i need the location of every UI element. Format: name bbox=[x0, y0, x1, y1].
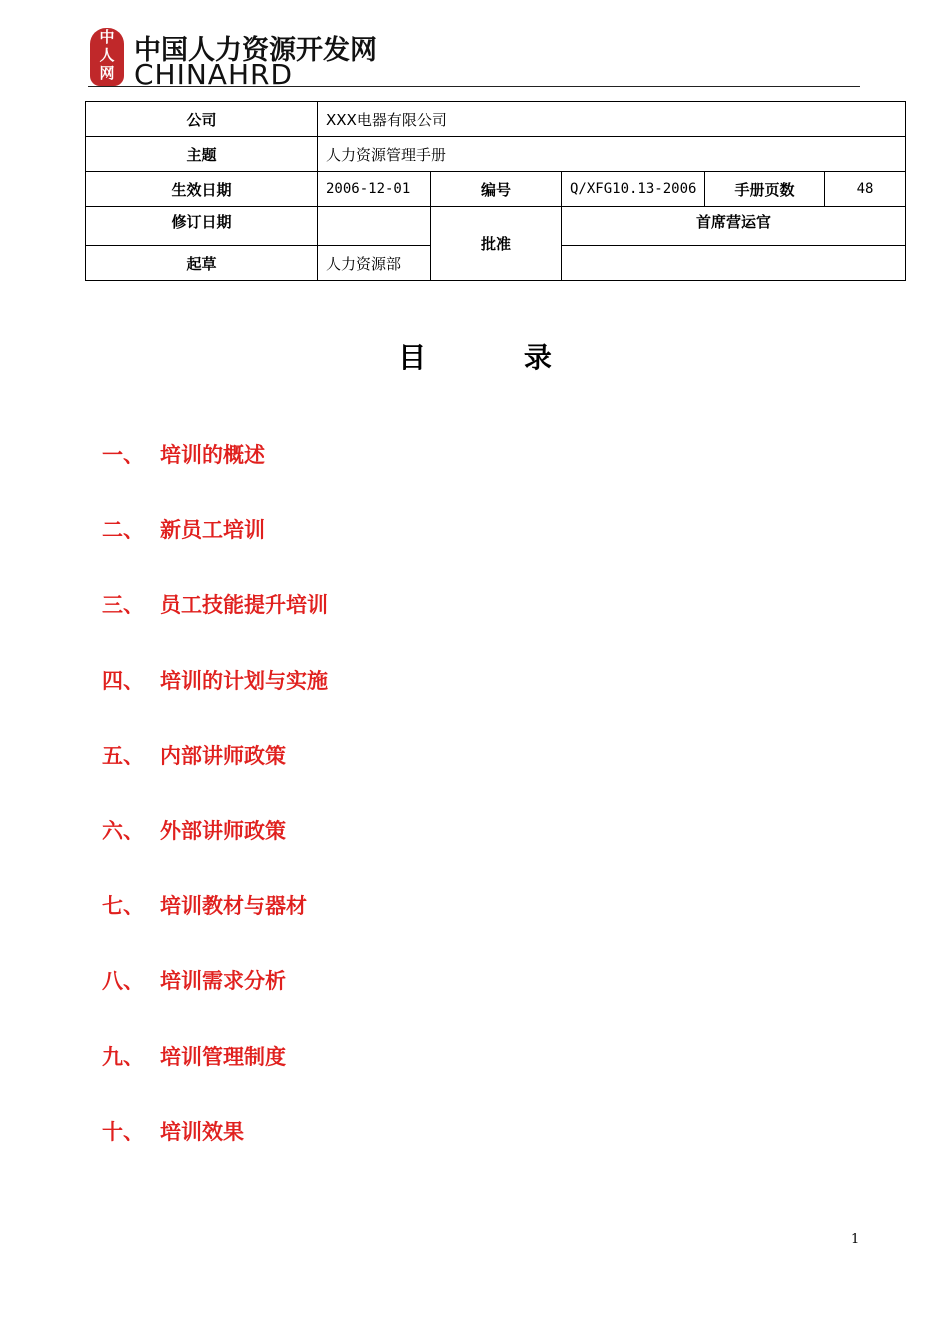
company-value: XXX电器有限公司 bbox=[318, 102, 906, 137]
logo-text-en: CHINAHRD bbox=[134, 58, 294, 91]
toc-item-label: 新员工培训 bbox=[160, 518, 265, 543]
seal-glyph-3: 网 bbox=[99, 64, 115, 82]
toc-item[interactable] bbox=[102, 513, 328, 588]
subject-label: 主题 bbox=[86, 137, 318, 172]
document-info-table bbox=[85, 101, 906, 281]
draft-label: 起草 bbox=[86, 246, 318, 281]
toc-item-label: 培训教材与器材 bbox=[160, 894, 307, 919]
number-label: 编号 bbox=[431, 172, 562, 207]
toc-item[interactable] bbox=[102, 1115, 328, 1190]
toc-item-label: 培训的计划与实施 bbox=[160, 668, 328, 693]
effective-date-value: 2006-12-01 bbox=[318, 172, 431, 207]
revision-date-label: 修订日期 bbox=[86, 207, 318, 246]
toc-item-number: 二、 bbox=[102, 518, 144, 543]
logo-seal-icon bbox=[90, 28, 124, 86]
toc-item-number: 五、 bbox=[102, 743, 144, 768]
toc-item-label: 培训需求分析 bbox=[160, 969, 286, 994]
toc-item-number: 七、 bbox=[102, 894, 144, 919]
seal-glyph-1: 中 bbox=[99, 28, 115, 46]
approver-signature bbox=[562, 246, 906, 281]
toc-item[interactable] bbox=[102, 1040, 328, 1115]
pages-label: 手册页数 bbox=[705, 172, 825, 207]
draft-value: 人力资源部 bbox=[318, 246, 431, 281]
toc-item-label: 内部讲师政策 bbox=[160, 743, 286, 768]
toc-item[interactable] bbox=[102, 814, 328, 889]
approver-value: 首席营运官 bbox=[562, 207, 906, 246]
page-number: 1 bbox=[851, 1232, 860, 1247]
toc-item[interactable] bbox=[102, 664, 328, 739]
toc-item-label: 培训效果 bbox=[160, 1119, 244, 1144]
toc-title: 目 录 bbox=[398, 341, 596, 374]
seal-glyph-2: 人 bbox=[99, 46, 115, 64]
pages-value: 48 bbox=[825, 172, 906, 207]
table-row-effective bbox=[86, 172, 906, 207]
toc-item-number: 九、 bbox=[102, 1044, 144, 1069]
toc-item[interactable] bbox=[102, 964, 328, 1039]
toc-item[interactable] bbox=[102, 588, 328, 663]
toc-item-number: 十、 bbox=[102, 1119, 144, 1144]
effective-date-label: 生效日期 bbox=[86, 172, 318, 207]
toc-item-number: 四、 bbox=[102, 668, 144, 693]
toc-item[interactable] bbox=[102, 739, 328, 814]
table-row-subject bbox=[86, 137, 906, 172]
toc-item-number: 八、 bbox=[102, 969, 144, 994]
toc-item[interactable] bbox=[102, 889, 328, 964]
table-of-contents bbox=[102, 438, 328, 1190]
table-row-revision bbox=[86, 207, 906, 246]
company-label: 公司 bbox=[86, 102, 318, 137]
toc-item-label: 培训管理制度 bbox=[160, 1044, 286, 1069]
table-row-company bbox=[86, 102, 906, 137]
toc-item-label: 外部讲师政策 bbox=[160, 818, 286, 843]
approval-label: 批准 bbox=[431, 207, 562, 281]
toc-item-label: 员工技能提升培训 bbox=[160, 593, 328, 618]
toc-item-number: 三、 bbox=[102, 593, 144, 618]
chinahrd-logo bbox=[88, 24, 378, 90]
toc-item-number: 六、 bbox=[102, 818, 144, 843]
logo-text-cn: 中国人力资源开发网 bbox=[134, 35, 377, 66]
toc-item-number: 一、 bbox=[102, 443, 144, 467]
subject-value: 人力资源管理手册 bbox=[318, 137, 906, 172]
toc-item-label: 培训的概述 bbox=[160, 443, 265, 467]
header-divider bbox=[88, 86, 860, 87]
number-value: Q/XFG10.13-2006 bbox=[562, 172, 705, 207]
revision-date-value bbox=[318, 207, 431, 246]
toc-item[interactable] bbox=[102, 438, 328, 513]
